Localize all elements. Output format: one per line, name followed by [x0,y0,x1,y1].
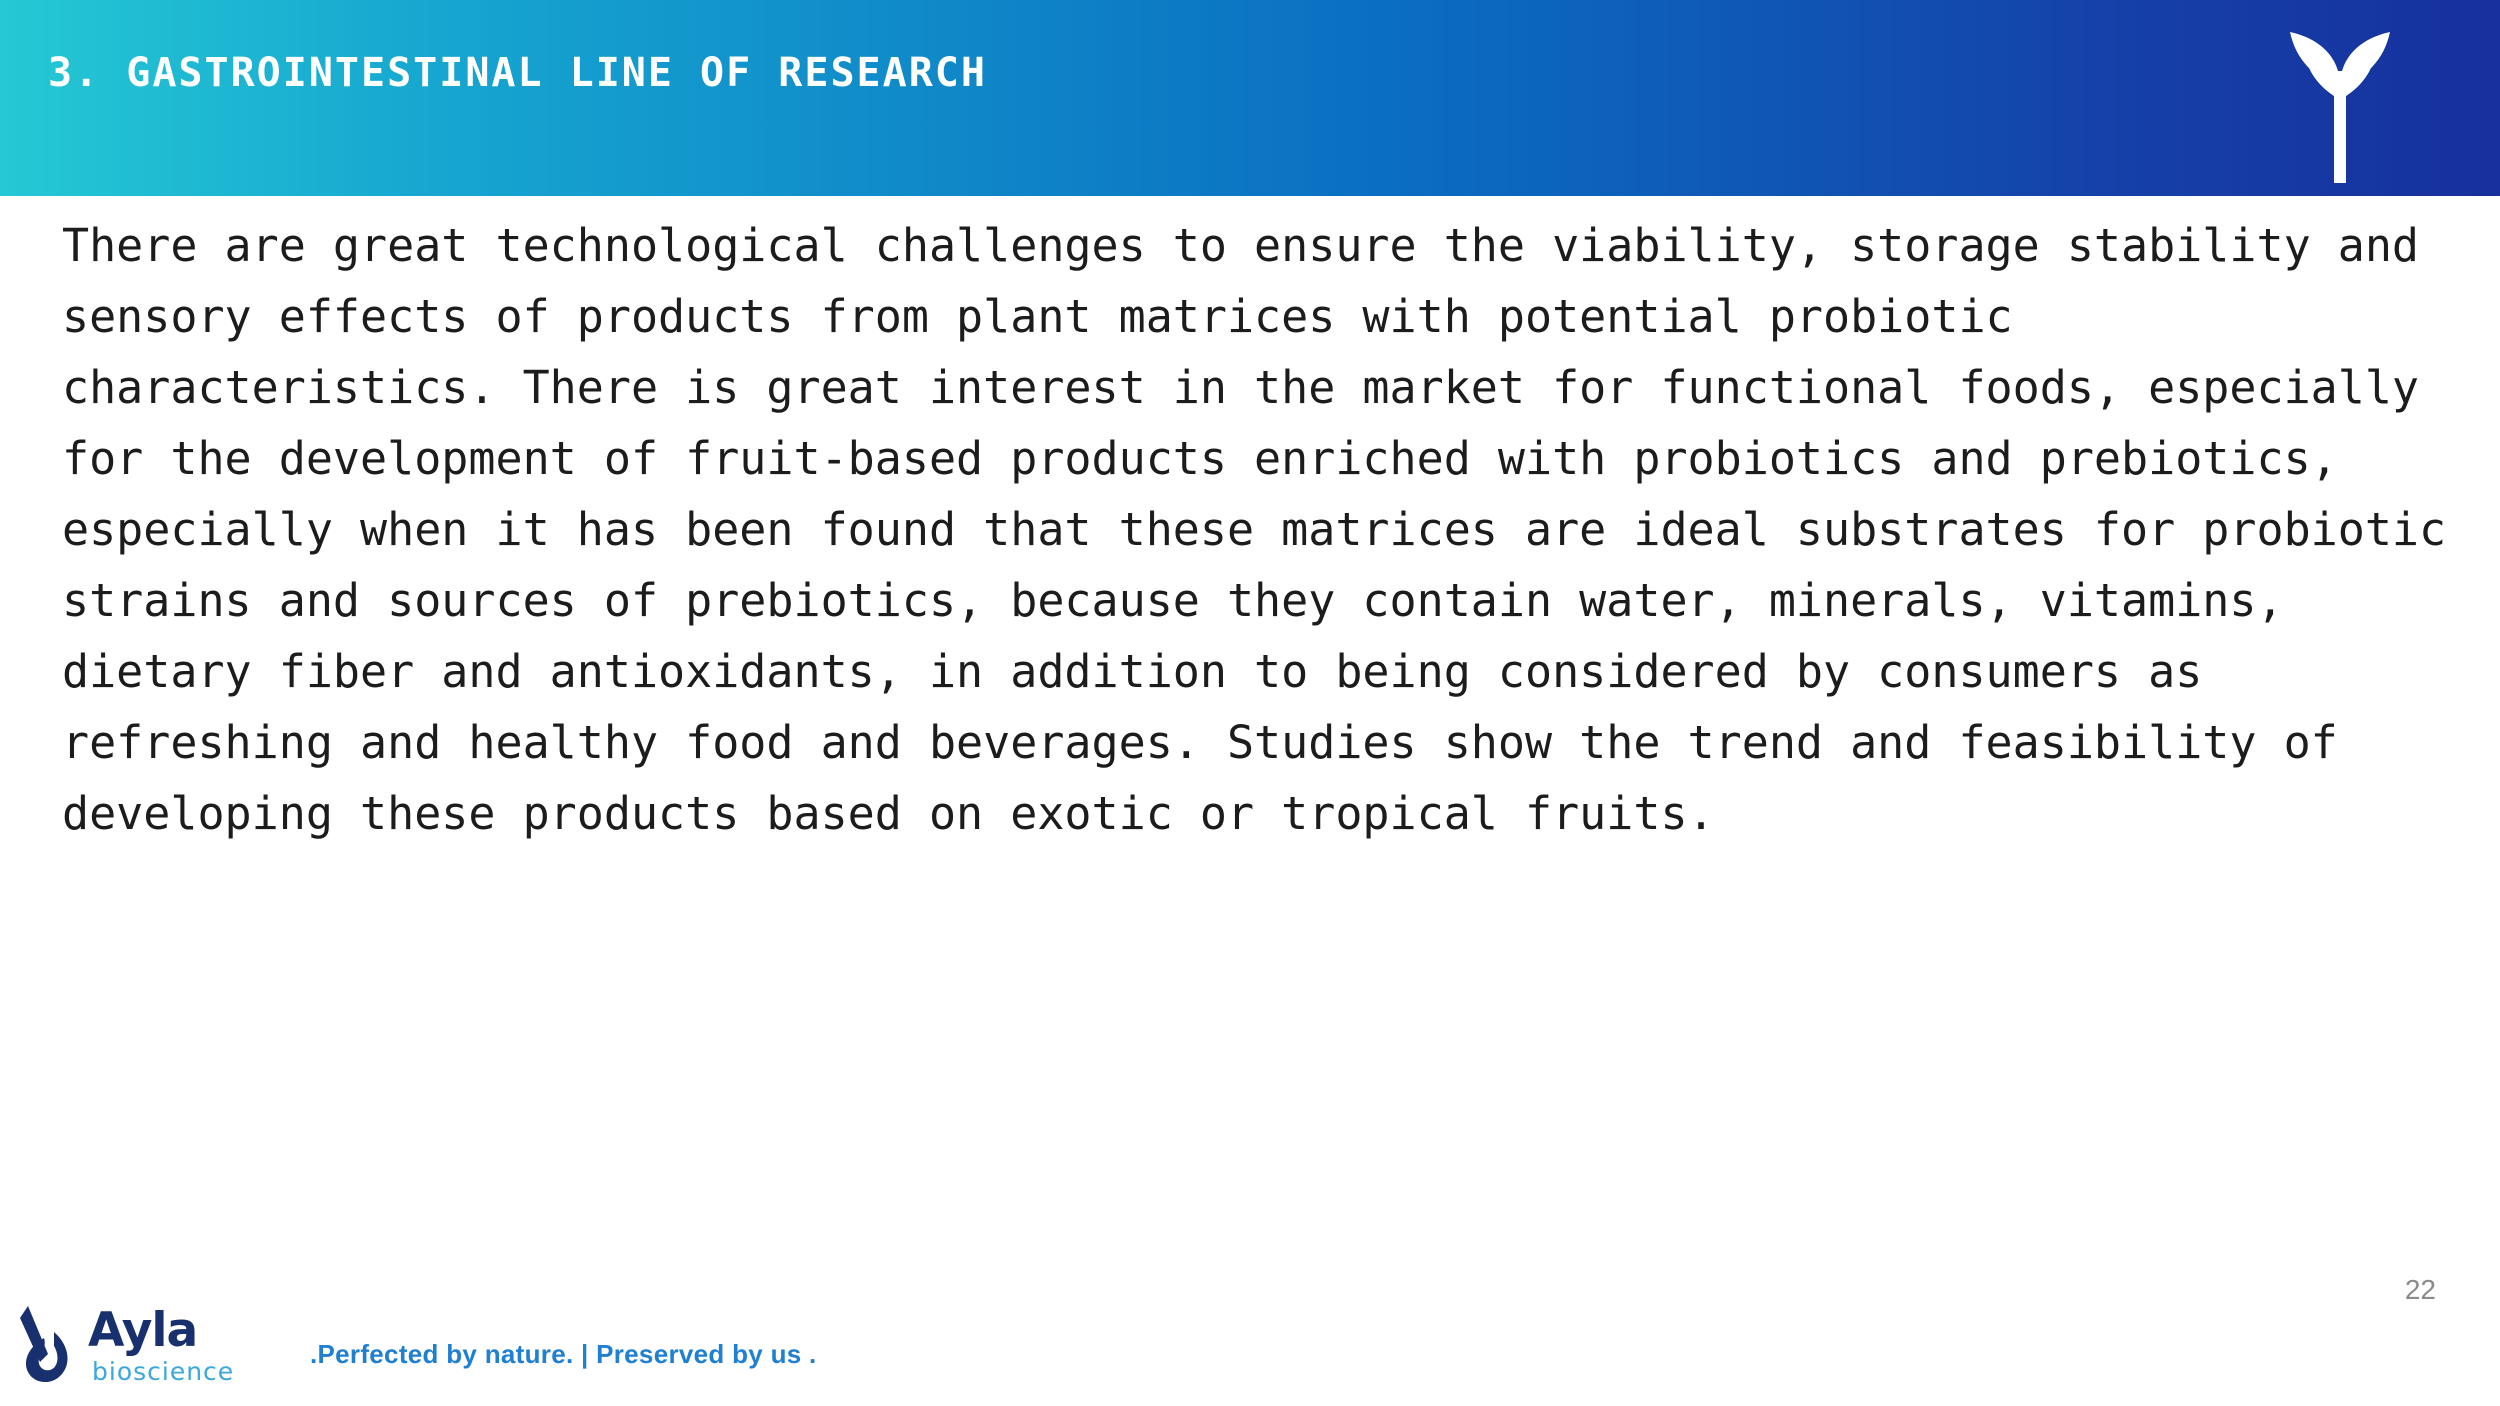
tree-sprout-icon [2260,16,2420,186]
brand-name: Ayla [88,1303,198,1358]
body-paragraph: There are great technological challenges to ensure the viability, storage stability and sensory effects of products from plant matrices with potential probiotic characteristics. There is great interest in the market for functional foods, especially for the development of fruit-based products enriched with probiotics and prebiotics, especially when it has been found that these matrices are ideal substrates for probiotic strains and sources of prebiotics, because they contain water, minerals, vitamins, dietary fiber and antioxidants, in addition to being considered by consumers as refreshing and healthy food and beverages. Studies show the trend and feasibility of developing these products based on exotic or tropical fruits. [62,219,2474,840]
ayla-mark-icon [18,1302,76,1388]
slide-footer [0,1256,2500,1406]
slide-header [0,0,2500,196]
page-title: 3. GASTROINTESTINAL LINE OF RESEARCH [48,50,987,96]
brand-tagline: .Perfected by nature. | Preserved by us . [310,1339,817,1369]
page-number: 22 [2404,1274,2436,1305]
brand-subtitle: bioscience [92,1357,235,1386]
